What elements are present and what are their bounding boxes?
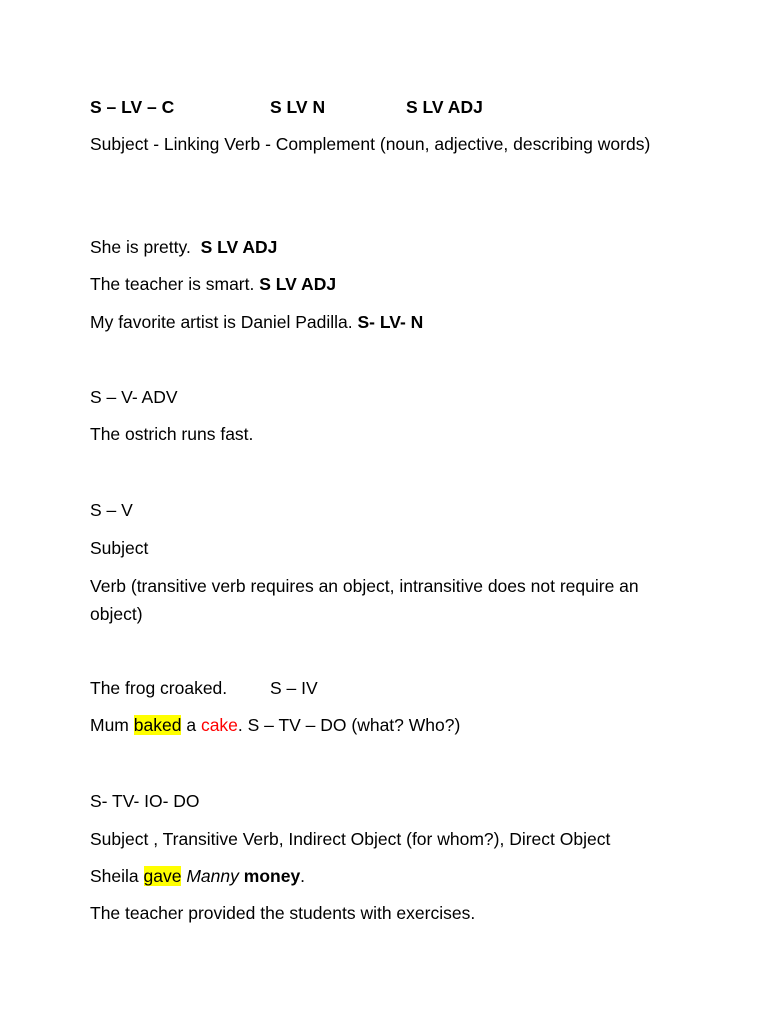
highlighted-verb: baked	[133, 715, 182, 735]
slvc-example-1	[90, 234, 277, 260]
svadv-example: The ostrich runs fast.	[90, 424, 254, 444]
svadv-pattern: S – V- ADV	[90, 387, 178, 407]
sv-example-2	[90, 712, 460, 738]
document-page	[90, 0, 710, 1024]
example-tag: . S – TV – DO (what? Who?)	[237, 715, 461, 735]
sv-pattern: S – V	[90, 500, 133, 520]
highlighted-verb: gave	[143, 866, 182, 886]
sv-verb-definition: Verb (transitive verb requires an object, intransitive does not require an object)	[90, 576, 639, 624]
example-tag: S LV ADJ	[200, 237, 278, 257]
example-subject: Sheila	[90, 866, 139, 886]
direct-object-bold: money	[243, 866, 301, 886]
stviodo-example-2: The teacher provided the students with exercises.	[90, 903, 476, 923]
slvc-example-3	[90, 309, 423, 335]
stviodo-example-1	[90, 863, 305, 889]
slvc-example-2	[90, 271, 336, 297]
example-end: .	[300, 866, 306, 886]
sv-subject-label: Subject	[90, 538, 149, 558]
example-article: a	[186, 715, 197, 735]
example-text: She is pretty.	[90, 237, 191, 257]
sv-example-1	[90, 675, 318, 701]
example-tag: S LV ADJ	[259, 274, 337, 294]
indirect-object-italic: Manny	[186, 866, 239, 886]
pattern-s-lv-n: S LV N	[270, 97, 326, 117]
example-tag: S- LV- N	[357, 312, 424, 332]
example-text: The teacher is smart.	[90, 274, 255, 294]
example-text: My favorite artist is Daniel Padilla.	[90, 312, 353, 332]
example-text: The frog croaked.	[90, 678, 228, 698]
direct-object-red: cake	[200, 715, 238, 735]
example-subject: Mum	[90, 715, 129, 735]
slvc-definition: Subject - Linking Verb - Complement (noun, adjective, describing words)	[90, 134, 651, 154]
pattern-s-lv-c: S – LV – C	[90, 97, 175, 117]
stviodo-definition: Subject , Transitive Verb, Indirect Object (for whom?), Direct Object	[90, 829, 611, 849]
pattern-s-lv-adj: S LV ADJ	[406, 97, 483, 117]
heading-row	[90, 94, 483, 120]
example-tag: S – IV	[270, 678, 318, 698]
stviodo-pattern: S- TV- IO- DO	[90, 791, 200, 811]
